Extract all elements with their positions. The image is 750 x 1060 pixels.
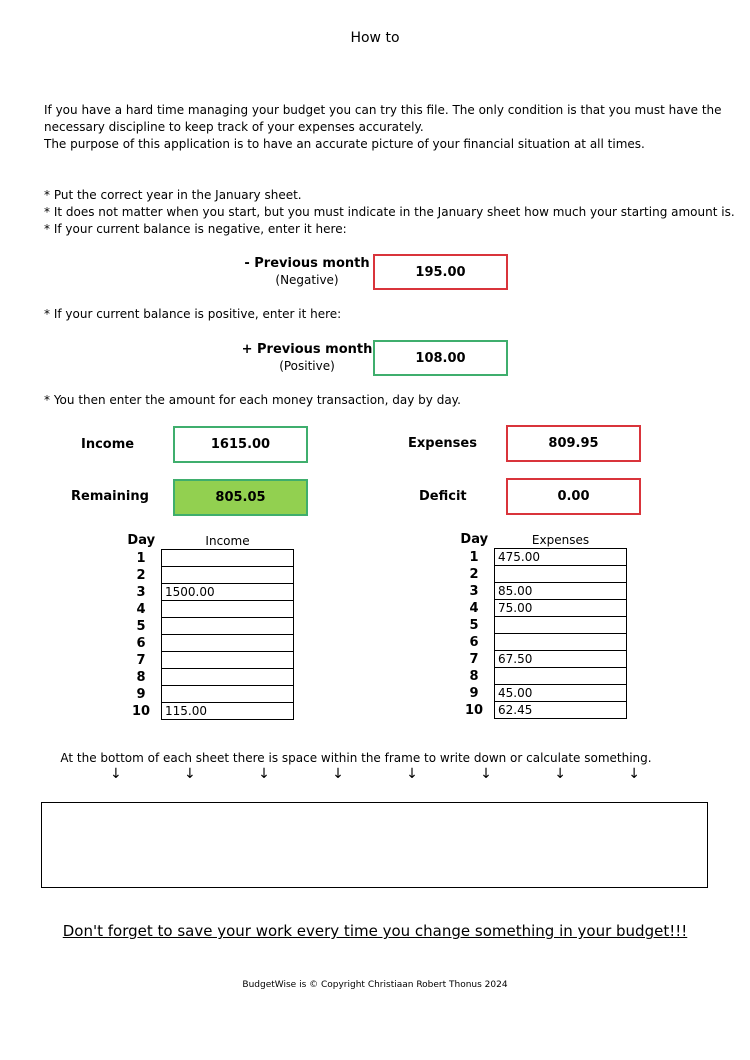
expenses-row xyxy=(454,600,627,617)
expenses-column-header: Expenses xyxy=(531,532,590,547)
arrow-down-icon: ↓ xyxy=(554,766,566,782)
expenses-amount-cell[interactable] xyxy=(495,566,627,583)
remaining-value: 805.05 xyxy=(173,479,308,516)
income-day-number: 4 xyxy=(136,601,146,617)
arrow-down-icon: ↓ xyxy=(480,766,492,782)
negative-label-sub: (Negative) xyxy=(275,273,339,287)
income-row xyxy=(121,669,294,686)
income-amount-cell[interactable] xyxy=(162,686,294,703)
positive-previous-month-label xyxy=(240,341,374,375)
positive-label-title: + Previous month xyxy=(241,342,373,357)
expenses-amount-cell[interactable] xyxy=(495,634,627,651)
step-year: * Put the correct year in the January sheet. xyxy=(44,188,302,202)
negative-previous-month-label xyxy=(240,255,374,289)
remaining-label: Remaining xyxy=(71,489,149,504)
arrow-down-icon: ↓ xyxy=(406,766,418,782)
expenses-total-label: Expenses xyxy=(408,436,477,451)
expenses-day-number: 6 xyxy=(469,634,479,650)
arrow-down-icon: ↓ xyxy=(184,766,196,782)
expenses-row xyxy=(454,549,627,566)
income-row xyxy=(121,550,294,567)
copyright-footer: BudgetWise is © Copyright Christiaan Robert Thonus 2024 xyxy=(242,980,508,990)
positive-label-sub: (Positive) xyxy=(279,359,335,373)
income-day-number: 3 xyxy=(136,584,146,600)
arrow-down-icon: ↓ xyxy=(332,766,344,782)
income-column-header: Income xyxy=(205,533,250,548)
income-day-header: Day xyxy=(127,533,156,549)
income-day-number: 1 xyxy=(136,550,146,566)
income-day-number: 8 xyxy=(136,669,146,685)
income-amount-cell[interactable] xyxy=(162,567,294,584)
expenses-amount-cell[interactable] xyxy=(495,668,627,685)
step-positive-balance: * If your current balance is positive, enter it here: xyxy=(44,307,342,321)
expenses-row xyxy=(454,685,627,702)
income-daily-table xyxy=(121,532,294,720)
income-total-value: 1615.00 xyxy=(173,426,308,463)
step-negative-balance: * If your current balance is negative, enter it here: xyxy=(44,222,347,236)
income-day-number: 9 xyxy=(136,686,146,702)
step-daily-transactions: * You then enter the amount for each money transaction, day by day. xyxy=(44,393,461,407)
income-day-number: 2 xyxy=(136,567,146,583)
arrow-down-icon: ↓ xyxy=(628,766,640,782)
income-row xyxy=(121,618,294,635)
expenses-amount-cell[interactable]: 75.00 xyxy=(495,600,627,617)
income-day-number: 10 xyxy=(131,703,151,719)
income-day-number: 5 xyxy=(136,618,146,634)
income-row xyxy=(121,584,294,601)
expenses-row xyxy=(454,651,627,668)
step-starting-amount: * It does not matter when you start, but you must indicate in the January sheet how much your starting amount is. xyxy=(44,205,735,219)
income-day-number: 6 xyxy=(136,635,146,651)
expenses-row xyxy=(454,617,627,634)
expenses-day-number: 7 xyxy=(469,651,479,667)
save-reminder: Don't forget to save your work every time you change something in your budget!!! xyxy=(62,922,688,940)
expenses-day-number: 2 xyxy=(469,566,479,582)
income-row xyxy=(121,601,294,618)
expenses-total-value: 809.95 xyxy=(506,425,641,462)
expenses-amount-cell[interactable]: 45.00 xyxy=(495,685,627,702)
income-amount-cell[interactable] xyxy=(162,652,294,669)
deficit-label: Deficit xyxy=(419,489,467,504)
bottom-note: At the bottom of each sheet there is space within the frame to write down or calculate something. xyxy=(60,751,652,765)
expenses-row xyxy=(454,668,627,685)
expenses-amount-cell[interactable]: 67.50 xyxy=(495,651,627,668)
arrow-down-icon: ↓ xyxy=(258,766,270,782)
income-amount-cell[interactable] xyxy=(162,635,294,652)
income-amount-cell[interactable] xyxy=(162,669,294,686)
expenses-day-number: 1 xyxy=(469,549,479,565)
expenses-day-number: 3 xyxy=(469,583,479,599)
expenses-day-number: 9 xyxy=(469,685,479,701)
income-amount-cell[interactable]: 1500.00 xyxy=(162,584,294,601)
expenses-row xyxy=(454,583,627,600)
expenses-day-number: 5 xyxy=(469,617,479,633)
down-arrows xyxy=(110,766,640,782)
negative-label-title: - Previous month xyxy=(244,256,370,271)
deficit-value: 0.00 xyxy=(506,478,641,515)
negative-balance-field[interactable]: 195.00 xyxy=(373,254,508,290)
income-row xyxy=(121,635,294,652)
income-amount-cell[interactable] xyxy=(162,618,294,635)
income-total-label: Income xyxy=(81,437,135,452)
expenses-daily-table xyxy=(454,531,627,719)
intro-line-1: If you have a hard time managing your budget you can try this file. The only condition is that you must have the xyxy=(44,103,722,117)
page-title: How to xyxy=(350,30,400,46)
expenses-row xyxy=(454,634,627,651)
arrow-down-icon: ↓ xyxy=(110,766,122,782)
income-amount-cell[interactable] xyxy=(162,601,294,618)
expenses-row xyxy=(454,566,627,583)
intro-text xyxy=(44,102,724,153)
income-row xyxy=(121,686,294,703)
expenses-amount-cell[interactable]: 62.45 xyxy=(495,702,627,719)
expenses-day-header: Day xyxy=(460,532,489,548)
income-row xyxy=(121,567,294,584)
income-row xyxy=(121,652,294,669)
positive-balance-field[interactable]: 108.00 xyxy=(373,340,508,376)
income-amount-cell[interactable] xyxy=(162,550,294,567)
notes-frame[interactable] xyxy=(41,802,708,888)
intro-line-2: necessary discipline to keep track of your expenses accurately. xyxy=(44,120,424,134)
income-row xyxy=(121,703,294,720)
income-day-number: 7 xyxy=(136,652,146,668)
intro-line-3: The purpose of this application is to have an accurate picture of your financial situation at all times. xyxy=(44,137,645,151)
income-amount-cell[interactable]: 115.00 xyxy=(162,703,294,720)
expenses-day-number: 8 xyxy=(469,668,479,684)
expenses-amount-cell[interactable] xyxy=(495,617,627,634)
steps-text xyxy=(44,187,735,238)
expenses-amount-cell[interactable]: 85.00 xyxy=(495,583,627,600)
expenses-day-number: 4 xyxy=(469,600,479,616)
expenses-row xyxy=(454,702,627,719)
expenses-day-number: 10 xyxy=(464,702,484,718)
expenses-amount-cell[interactable]: 475.00 xyxy=(495,549,627,566)
